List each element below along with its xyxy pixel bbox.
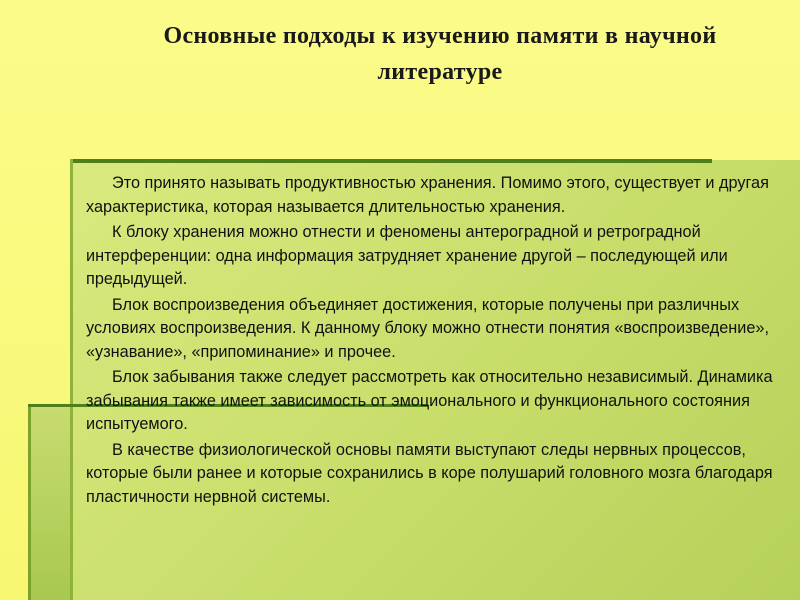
paragraph-reproduction-block: Блок воспроизведения объединяет достижения, которые получены при различных условиях воспроизведения. К данному блоку можно отнести понятия «воспроизведение», «узнавание», «припоминание» и прочее. xyxy=(86,295,769,361)
paragraph-interference: К блоку хранения можно отнести и феномены антероградной и ретроградной интерференции: одна информация затрудняет хранение другой – последующей или предыдущей. xyxy=(86,223,728,288)
decorative-line-left xyxy=(70,159,73,600)
paragraph-storage-productivity: Это принято называть продуктивностью хранения. Помимо этого, существует и другая характеристика, которая называется длительностью хранения. xyxy=(86,174,769,216)
paragraph-forgetting-block: Блок забывания также следует рассмотреть как относительно независимый. Динамика забывания также имеет зависимость от эмоционального и функционального состояния испытуемого. xyxy=(86,368,773,433)
decorative-line-top xyxy=(72,159,712,163)
paragraph-physiological-basis: В качестве физиологической основы памяти выступают следы нервных процессов, которые были ранее и которые сохранились в коре полушарий головного мозга благодаря пластичности нервной системы. xyxy=(86,440,773,506)
slide-title: Основные подходы к изучению памяти в научной литературе xyxy=(163,23,717,85)
slide-body xyxy=(86,172,776,511)
decorative-line-left-outer xyxy=(28,405,31,600)
